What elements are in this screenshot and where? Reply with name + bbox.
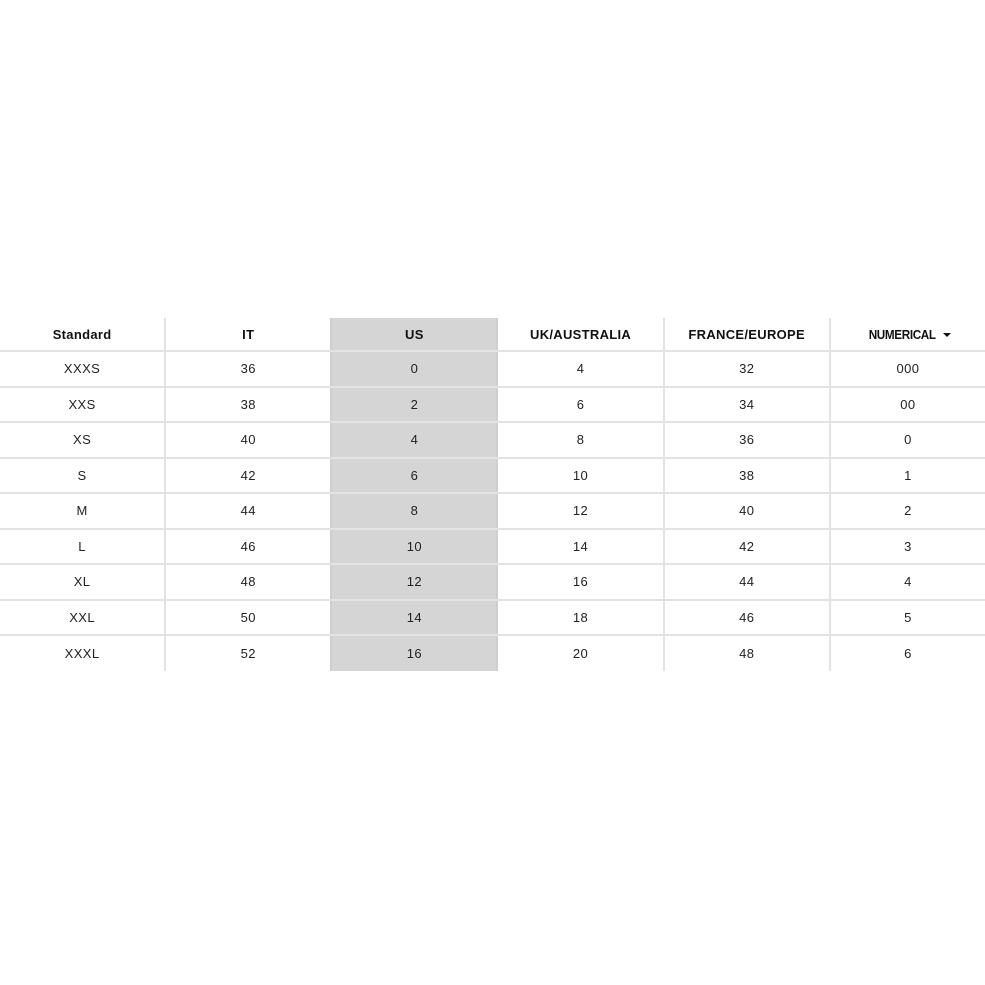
cell-it: 50 [165,600,331,636]
cell-us: 8 [331,493,497,529]
cell-it: 52 [165,635,331,671]
cell-us: 14 [331,600,497,636]
column-header-uk-australia: UK/AUSTRALIA [497,318,663,351]
cell-uk-australia: 12 [497,493,663,529]
cell-us: 10 [331,529,497,565]
size-conversion-table [0,318,985,671]
table-row [0,493,985,529]
cell-numerical: 00 [830,387,985,423]
cell-numerical: 6 [830,635,985,671]
numerical-dropdown-label: NUMERICAL [868,326,936,342]
cell-standard: L [0,529,165,565]
cell-us: 0 [331,351,497,387]
table-row [0,564,985,600]
table-row [0,600,985,636]
column-header-numerical-dropdown[interactable] [830,318,985,351]
cell-france-europe: 48 [664,635,830,671]
cell-us: 6 [331,458,497,494]
cell-standard: XXL [0,600,165,636]
cell-it: 48 [165,564,331,600]
table-row [0,458,985,494]
cell-numerical: 000 [830,351,985,387]
column-header-standard: Standard [0,318,165,351]
table-row [0,635,985,671]
cell-france-europe: 36 [664,422,830,458]
cell-uk-australia: 6 [497,387,663,423]
cell-numerical: 4 [830,564,985,600]
table-row [0,422,985,458]
cell-numerical: 0 [830,422,985,458]
cell-it: 36 [165,351,331,387]
cell-us: 4 [331,422,497,458]
cell-uk-australia: 16 [497,564,663,600]
cell-it: 38 [165,387,331,423]
cell-standard: S [0,458,165,494]
cell-numerical: 5 [830,600,985,636]
cell-france-europe: 44 [664,564,830,600]
column-header-france-europe: FRANCE/EUROPE [664,318,830,351]
cell-uk-australia: 4 [497,351,663,387]
cell-standard: M [0,493,165,529]
cell-standard: XXS [0,387,165,423]
cell-france-europe: 42 [664,529,830,565]
cell-standard: XXXL [64,645,100,661]
table-row [0,529,985,565]
cell-numerical: 2 [830,493,985,529]
cell-it: 42 [165,458,331,494]
column-header-it: IT [165,318,331,351]
cell-us: 16 [331,635,497,671]
numerical-dropdown[interactable] [865,327,951,342]
cell-france-europe: 38 [664,458,830,494]
cell-it: 44 [165,493,331,529]
cell-us: 2 [331,387,497,423]
table-row [0,351,985,387]
caret-down-icon [943,333,951,337]
cell-uk-australia: 14 [497,529,663,565]
cell-us: 12 [331,564,497,600]
cell-numerical: 3 [830,529,985,565]
cell-standard: XS [0,422,165,458]
cell-numerical: 1 [830,458,985,494]
cell-france-europe: 46 [664,600,830,636]
column-header-us: US [331,318,497,351]
cell-uk-australia: 8 [497,422,663,458]
cell-standard: XL [0,564,165,600]
cell-france-europe: 32 [664,351,830,387]
cell-france-europe: 40 [664,493,830,529]
table-row [0,387,985,423]
cell-uk-australia: 20 [497,635,663,671]
cell-france-europe: 34 [664,387,830,423]
cell-standard: XXXS [0,351,165,387]
header-row [0,318,985,351]
cell-it: 40 [165,422,331,458]
cell-uk-australia: 10 [497,458,663,494]
cell-it: 46 [165,529,331,565]
cell-uk-australia: 18 [497,600,663,636]
